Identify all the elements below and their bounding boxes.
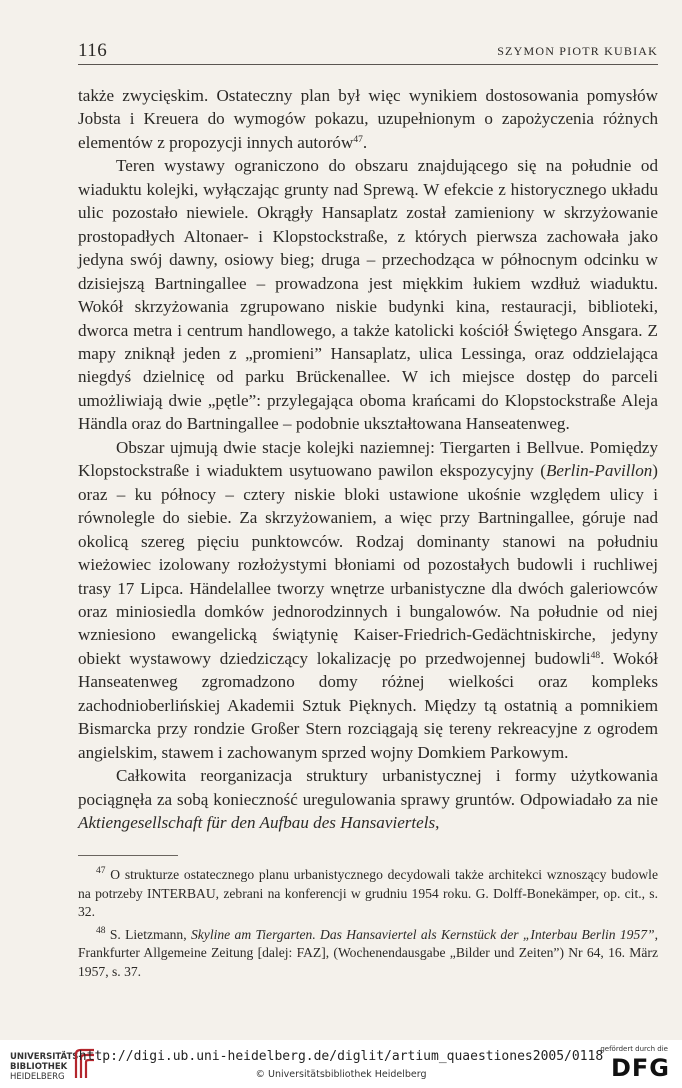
digitization-footer — [0, 1040, 682, 1088]
paragraph-1 — [78, 84, 658, 154]
paragraph-4-end: , — [435, 813, 440, 833]
footnote-ref-47[interactable]: 47 — [353, 134, 363, 145]
running-head: SZYMON PIOTR KUBIAK — [497, 44, 658, 58]
footnote-48-number: 48 — [96, 925, 106, 936]
footnote-47 — [78, 866, 658, 922]
footnote-48 — [78, 926, 658, 982]
paragraph-3-text-b: ) oraz – ku północy – cztery niskie bloki ustawione ukośnie względem ulicy i równolegle do siebie. Za skrzyżowaniem, a więc przy Bartningallee, góruje nad okolicą szereg pięciu punktowców. Rodzaj dominanty stanowi na południu wieżowiec izolowany rozłożystymi błoniami od pozostałych budowli i ruchliwej trasy 17 Lipca. Händelallee tworzy wnętrze urbanistyczne dla dwóch galeriowców oraz miniosiedla domków jednorodzinnych i bungalowów. Na południe od niej wzniesiono ewangelicką świątynię Kaiser-Friedrich-Gedächtniskirche, jedyny obiekt wystawowy dziedziczący lokalizację po przedwojennej budowli — [78, 461, 658, 668]
footnote-47-number: 47 — [96, 866, 106, 876]
funding-note: gefördert durch die — [600, 1045, 668, 1053]
library-name-line2: BIBLIOTHEK — [10, 1062, 68, 1072]
footnote-48-title: Skyline am Tiergarten. Das Hansaviertel als Kernstück der „Interbau Berlin 1957” — [190, 926, 655, 942]
footnote-rule — [78, 855, 178, 856]
paragraph-4-text: Całkowita reorganizacja struktury urbanistycznej i formy użytkowania pociągnęła za sobą konieczność uregulowania sprawy gruntów. Odpowiadało za nie — [78, 766, 658, 809]
page-header — [78, 40, 658, 64]
paragraph-1-text: także zwycięskim. Ostateczny plan był więc wynikiem dostosowania pomysłów Jobsta i Kreuera do wymogów pokazu, uzupełnionym o zapożyczenia różnych elementów z propozycji innych autorów — [78, 86, 658, 152]
footnotes — [78, 866, 658, 986]
permalink-url[interactable]: http://digi.ub.uni-heidelberg.de/diglit/artium_quaestiones2005/0118 — [78, 1049, 604, 1064]
paragraph-3 — [78, 436, 658, 764]
footnote-48-author: S. Lietzmann, — [109, 926, 191, 942]
paragraph-4-italic: Aktiengesellschaft für den Aufbau des Hansaviertels — [78, 813, 436, 833]
copyright-note: © Universitätsbibliothek Heidelberg — [255, 1069, 427, 1080]
footnote-ref-48[interactable]: 48 — [590, 650, 601, 661]
dfg-logo[interactable]: DFG — [610, 1054, 670, 1082]
header-rule — [78, 64, 658, 65]
paragraph-3-italic: Berlin-Pavillon — [545, 461, 653, 481]
page-number: 116 — [78, 40, 108, 61]
footnote-47-text: O strukturze ostatecznego planu urbanistycznego decydowali także architekci wznoszący budowle na potrzeby INTERBAU, zebrani na konferencji w grudniu 1954 roku. G. Dolff-Bonekämper, op. cit., s. 32. — [78, 867, 658, 920]
paragraph-1-end: . — [362, 132, 368, 152]
paragraph-3-text-a: Obszar ujmują dwie stacje kolejki naziemnej: Tiergarten i Bellvue. Pomiędzy Klopstockstraße i wiaduktem usytuowano pawilon ekspozycyjny ( — [78, 437, 658, 481]
paragraph-4 — [78, 764, 658, 834]
library-name-line1: UNIVERSITÄTS- — [10, 1052, 82, 1062]
paragraph-2: Teren wystawy ograniczono do obszaru znajdującego się na południe od wiaduktu kolejki, wyłączając grunty nad Sprewą. W efekcie z historycznego układu ulic pozostało niewiele. Okrągły Hansaplatz został zamieniony w skrzyżowanie prostopadłych Altonaer- i Klopstockstraße, z których pierwsza zachowała jako jedyna swój dawny, osiowy bieg; druga – przechodząca w północnym odcinku w dzisiejszą Bartningallee – prowadzona jest miękkim łukiem wzdłuż wiaduktu. Wokół skrzyżowania zgrupowano niskie budynki kina, restauracji, biblioteki, dworca metra i centrum handlowego, a także katolicki kościół Świętego Ansgara. Z mapy zniknął jeden z „promieni” Hansaplatz, ulica Lessinga, oraz oddzielająca niegdyś dzielnicę od parku Brückenallee. W ich miejsce dostęp do parceli umożliwiają dwie „pętle”: przylegająca oboma krańcami do Klopstockstraße Aleja Händla oraz do Bartningallee – podobnie ukształtowana Hanseatenweg. — [78, 156, 658, 434]
footnote-48-source: , Frankfurter Allgemeine Zeitung [dalej: FAZ], (Wochenendausgabe „Bilder und Zeiten”) Nr 64, 16. März 1957, s. 37. — [78, 926, 659, 979]
paragraph-3-text-c: . Wokół Hanseatenweg zgromadzono domy różnej wielkości oraz kompleks zachodnioberlińskiej Akademii Sztuk Pięknych. Między tą ostatnią a pomnikiem Bismarcka przy rondzie Großer Stern rozciągają się tereny rekreacyjne z ogrodem angielskim, stawem i zachowanym sprzed wojny Domkiem Parkowym. — [78, 648, 658, 762]
library-name-line3: HEIDELBERG — [10, 1072, 65, 1082]
main-text — [78, 84, 658, 835]
